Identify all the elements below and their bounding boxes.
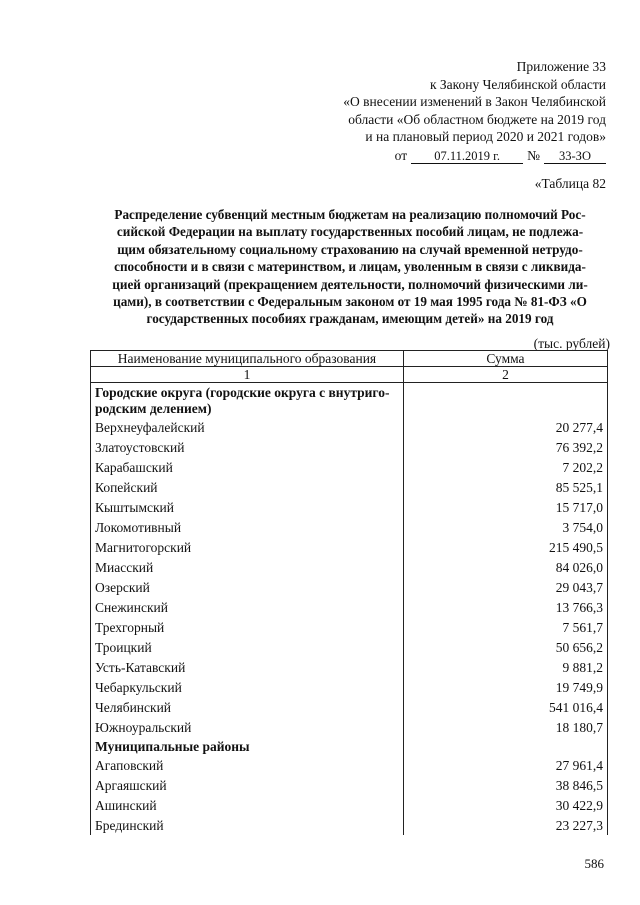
- table-row: [91, 517, 608, 537]
- row-name: Миасский: [91, 557, 404, 577]
- row-name: Снежинский: [91, 597, 404, 617]
- row-sum: 84 026,0: [403, 557, 607, 577]
- heading-line-2: сийской Федерации на выплату государственных пособий лицам, не подлежа-: [116, 224, 584, 240]
- row-name: Кыштымский: [91, 497, 404, 517]
- col-header-sum: Сумма: [403, 351, 607, 367]
- table-row: [91, 637, 608, 657]
- table-number-row: [91, 367, 608, 383]
- heading-line-4: способности и в связи с материнством, и лицам, уволенным в связи с ликвида-: [114, 259, 586, 275]
- row-name: Усть-Катавский: [91, 657, 404, 677]
- table-row: [91, 437, 608, 457]
- row-name: Верхнеуфалейский: [91, 417, 404, 437]
- row-name: Ашинский: [91, 795, 404, 815]
- row-name: Златоустовский: [91, 437, 404, 457]
- number-prefix: №: [527, 147, 540, 163]
- document-heading: [90, 206, 610, 328]
- row-sum: 13 766,3: [403, 597, 607, 617]
- table-row: [91, 657, 608, 677]
- section-sum-empty: [403, 737, 607, 755]
- table-row: [91, 697, 608, 717]
- row-name: Брединский: [91, 815, 404, 835]
- heading-line-3: щим обязательному социальному страхованию на случай временной нетрудо-: [117, 241, 583, 257]
- heading-line-5: цией организаций (прекращением деятельности, полномочий физическими ли-: [112, 276, 588, 292]
- row-sum: 23 227,3: [403, 815, 607, 835]
- row-name: Карабашский: [91, 457, 404, 477]
- appendix-line-5: и на плановый период 2020 и 2021 годов»: [365, 129, 606, 144]
- heading-line-1: Распределение субвенций местным бюджетам на реализацию полномочий Рос-: [114, 207, 586, 222]
- row-name: Трехгорный: [91, 617, 404, 637]
- row-sum: 76 392,2: [403, 437, 607, 457]
- row-sum: 215 490,5: [403, 537, 607, 557]
- units-label: (тыс. рублей): [533, 336, 610, 351]
- row-name: Троицкий: [91, 637, 404, 657]
- row-sum: 541 016,4: [403, 697, 607, 717]
- row-name: Чебаркульский: [91, 677, 404, 697]
- table-row: [91, 755, 608, 775]
- row-sum: 29 043,7: [403, 577, 607, 597]
- heading-line-7: государственных пособиях гражданам, имеющим детей» на 2019 год: [146, 311, 554, 327]
- row-sum: 9 881,2: [403, 657, 607, 677]
- section-title: Муниципальные районы: [91, 737, 404, 755]
- appendix-line-4: области «Об областном бюджете на 2019 год: [348, 111, 606, 127]
- section-title-line-2: родским делением): [95, 401, 212, 416]
- row-sum: 50 656,2: [403, 637, 607, 657]
- section-sum-empty: [403, 383, 607, 418]
- appendix-line-2: к Закону Челябинской области: [429, 76, 606, 92]
- row-name: Аргаяшский: [91, 775, 404, 795]
- row-sum: 15 717,0: [403, 497, 607, 517]
- table-row: [91, 537, 608, 557]
- section-row-municipal-districts: [91, 737, 608, 755]
- heading-line-6: цами), в соответствии с Федеральным законом от 19 мая 1995 года № 81-ФЗ «О: [113, 294, 587, 310]
- date-prefix: от: [394, 147, 408, 163]
- row-name: Челябинский: [91, 697, 404, 717]
- row-sum: 38 846,5: [403, 775, 607, 795]
- row-name: Магнитогорский: [91, 537, 404, 557]
- number-value: 33-ЗО: [544, 149, 606, 164]
- col-header-name: Наименование муниципального образования: [91, 351, 404, 367]
- row-name: Озерский: [91, 577, 404, 597]
- row-name: Копейский: [91, 477, 404, 497]
- table-row: [91, 717, 608, 737]
- table-label: «Таблица 82: [534, 176, 606, 191]
- table-row: [91, 677, 608, 697]
- date-number-line: [276, 147, 606, 165]
- row-sum: 27 961,4: [403, 755, 607, 775]
- row-name: Южноуральский: [91, 717, 404, 737]
- row-sum: 19 749,9: [403, 677, 607, 697]
- table-row: [91, 577, 608, 597]
- section-title-line-1: Городские округа (городские округа с внутриго-: [95, 385, 390, 400]
- table-header-row: [91, 351, 608, 367]
- date-value: 07.11.2019 г.: [411, 149, 523, 164]
- table-row: [91, 775, 608, 795]
- table-row: [91, 815, 608, 835]
- section-title: [91, 383, 404, 418]
- table-row: [91, 457, 608, 477]
- table-row: [91, 477, 608, 497]
- page-number: 586: [584, 856, 604, 871]
- table-row: [91, 597, 608, 617]
- table-row: [91, 795, 608, 815]
- row-sum: 30 422,9: [403, 795, 607, 815]
- appendix-line-3: «О внесении изменений в Закон Челябинской: [343, 94, 606, 109]
- row-sum: 85 525,1: [403, 477, 607, 497]
- appendix-line-1: Приложение 33: [516, 59, 606, 74]
- row-sum: 7 202,2: [403, 457, 607, 477]
- row-sum: 7 561,7: [403, 617, 607, 637]
- col-number-2: 2: [403, 367, 607, 383]
- row-name: Агаповский: [91, 755, 404, 775]
- row-name: Локомотивный: [91, 517, 404, 537]
- table-row: [91, 557, 608, 577]
- row-sum: 3 754,0: [403, 517, 607, 537]
- table-row: [91, 497, 608, 517]
- row-sum: 18 180,7: [403, 717, 607, 737]
- row-sum: 20 277,4: [403, 417, 607, 437]
- col-number-1: 1: [91, 367, 404, 383]
- table-row: [91, 617, 608, 637]
- table-row: [91, 417, 608, 437]
- appendix-header: [276, 58, 606, 164]
- subsidy-table: [90, 350, 608, 835]
- section-row-urban-districts: [91, 383, 608, 418]
